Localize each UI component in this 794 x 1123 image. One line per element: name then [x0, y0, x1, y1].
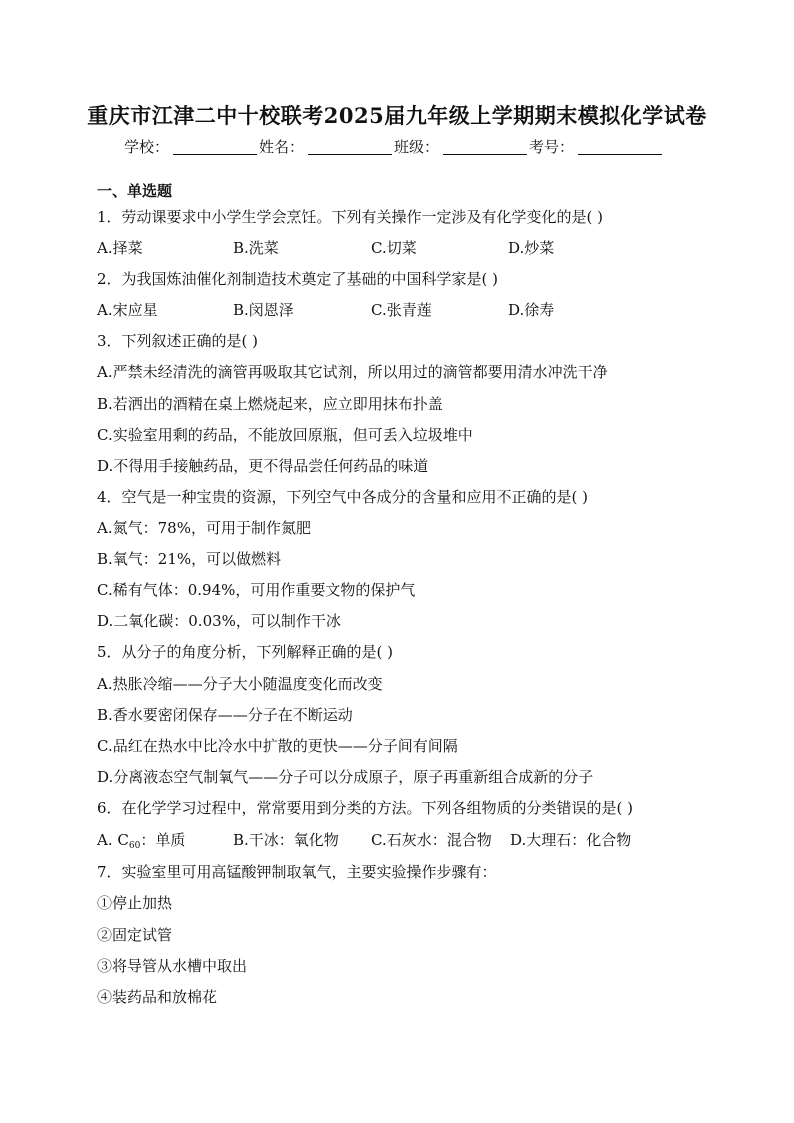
- section-title: 一、单选题: [97, 182, 173, 200]
- question-6-option-a-prefix: A.: [97, 831, 118, 849]
- question-5-option-d: D.分离液态空气制氧气——分子可以分成原子，原子再重新组合成新的分子: [97, 768, 594, 786]
- question-2-option-b: B.闵恩泽: [233, 301, 294, 319]
- question-4-option-d: D.二氧化碳：0.03%，可以制作干冰: [97, 612, 341, 630]
- name-blank: [308, 140, 392, 155]
- question-3-option-a: A.严禁未经清洗的滴管再吸取其它试剂，所以用过的滴管都要用清水冲洗干净: [97, 363, 608, 381]
- question-2-option-c: C.张青莲: [371, 301, 432, 319]
- question-7-stem: 7．实验室里可用高锰酸钾制取氧气，主要实验操作步骤有：: [97, 863, 497, 881]
- class-label: 班级：: [394, 138, 440, 156]
- question-6-option-c: C.石灰水：混合物: [371, 831, 492, 849]
- question-2-stem: 2．为我国炼油催化剂制造技术奠定了基础的中国科学家是( ): [97, 270, 499, 288]
- school-blank: [173, 140, 257, 155]
- student-info-row: [124, 136, 664, 157]
- c60-subscript: 60: [128, 841, 141, 851]
- school-label: 学校：: [124, 138, 170, 156]
- question-1-option-c: C.切菜: [371, 239, 417, 257]
- question-7-step-1: ①停止加热: [97, 894, 173, 912]
- question-7-step-2: ②固定试管: [97, 926, 173, 944]
- exam-no-label: 考号：: [529, 138, 575, 156]
- question-4-option-c: C.稀有气体：0.94%，可用作重要文物的保护气: [97, 581, 416, 599]
- question-5-option-c: C.品红在热水中比冷水中扩散的更快——分子间有间隔: [97, 737, 458, 755]
- page-title: 重庆市江津二中十校联考2025届九年级上学期期末模拟化学试卷: [87, 103, 707, 128]
- question-6-option-a-text: ：单质: [140, 831, 186, 849]
- question-3-option-c: C.实验室用剩的药品，不能放回原瓶，但可丢入垃圾堆中: [97, 426, 473, 444]
- question-4-stem: 4．空气是一种宝贵的资源，下列空气中各成分的含量和应用不正确的是( ): [97, 488, 589, 506]
- question-6-option-d: D.大理石：化合物: [510, 831, 632, 849]
- question-1-option-d: D.炒菜: [508, 239, 555, 257]
- question-4-option-b: B.氧气：21%，可以做燃料: [97, 550, 282, 568]
- question-2-option-d: D.徐寿: [508, 301, 555, 319]
- question-5-stem: 5．从分子的角度分析，下列解释正确的是( ): [97, 643, 394, 661]
- question-3-option-d: D.不得用手接触药品，更不得品尝任何药品的味道: [97, 457, 429, 475]
- question-7-step-4: ④装药品和放棉花: [97, 988, 218, 1006]
- question-4-option-a: A.氮气：78%，可用于制作氮肥: [97, 519, 311, 537]
- question-6-option-b: B.干冰：氧化物: [233, 831, 339, 849]
- question-1-option-b: B.洗菜: [233, 239, 279, 257]
- question-1-option-a: A.择菜: [97, 239, 143, 257]
- question-6-stem: 6．在化学学习过程中，常常要用到分类的方法。下列各组物质的分类错误的是( ): [97, 799, 634, 817]
- question-1-stem: 1．劳动课要求中小学生学会烹饪。下列有关操作一定涉及有化学变化的是( ): [97, 208, 604, 226]
- question-3-stem: 3．下列叙述正确的是( ): [97, 332, 259, 350]
- question-3-option-b: B.若洒出的酒精在桌上燃烧起来，应立即用抹布扑盖: [97, 395, 443, 413]
- question-5-option-a: A.热胀冷缩——分子大小随温度变化而改变: [97, 675, 383, 693]
- c60-formula: C: [117, 831, 129, 849]
- question-7-step-3: ③将导管从水槽中取出: [97, 957, 248, 975]
- name-label: 姓名：: [259, 138, 305, 156]
- question-5-option-b: B.香水要密闭保存——分子在不断运动: [97, 706, 353, 724]
- exam-no-blank: [578, 140, 662, 155]
- question-2-option-a: A.宋应星: [97, 301, 158, 319]
- question-6-option-a: [97, 829, 185, 851]
- class-blank: [443, 140, 527, 155]
